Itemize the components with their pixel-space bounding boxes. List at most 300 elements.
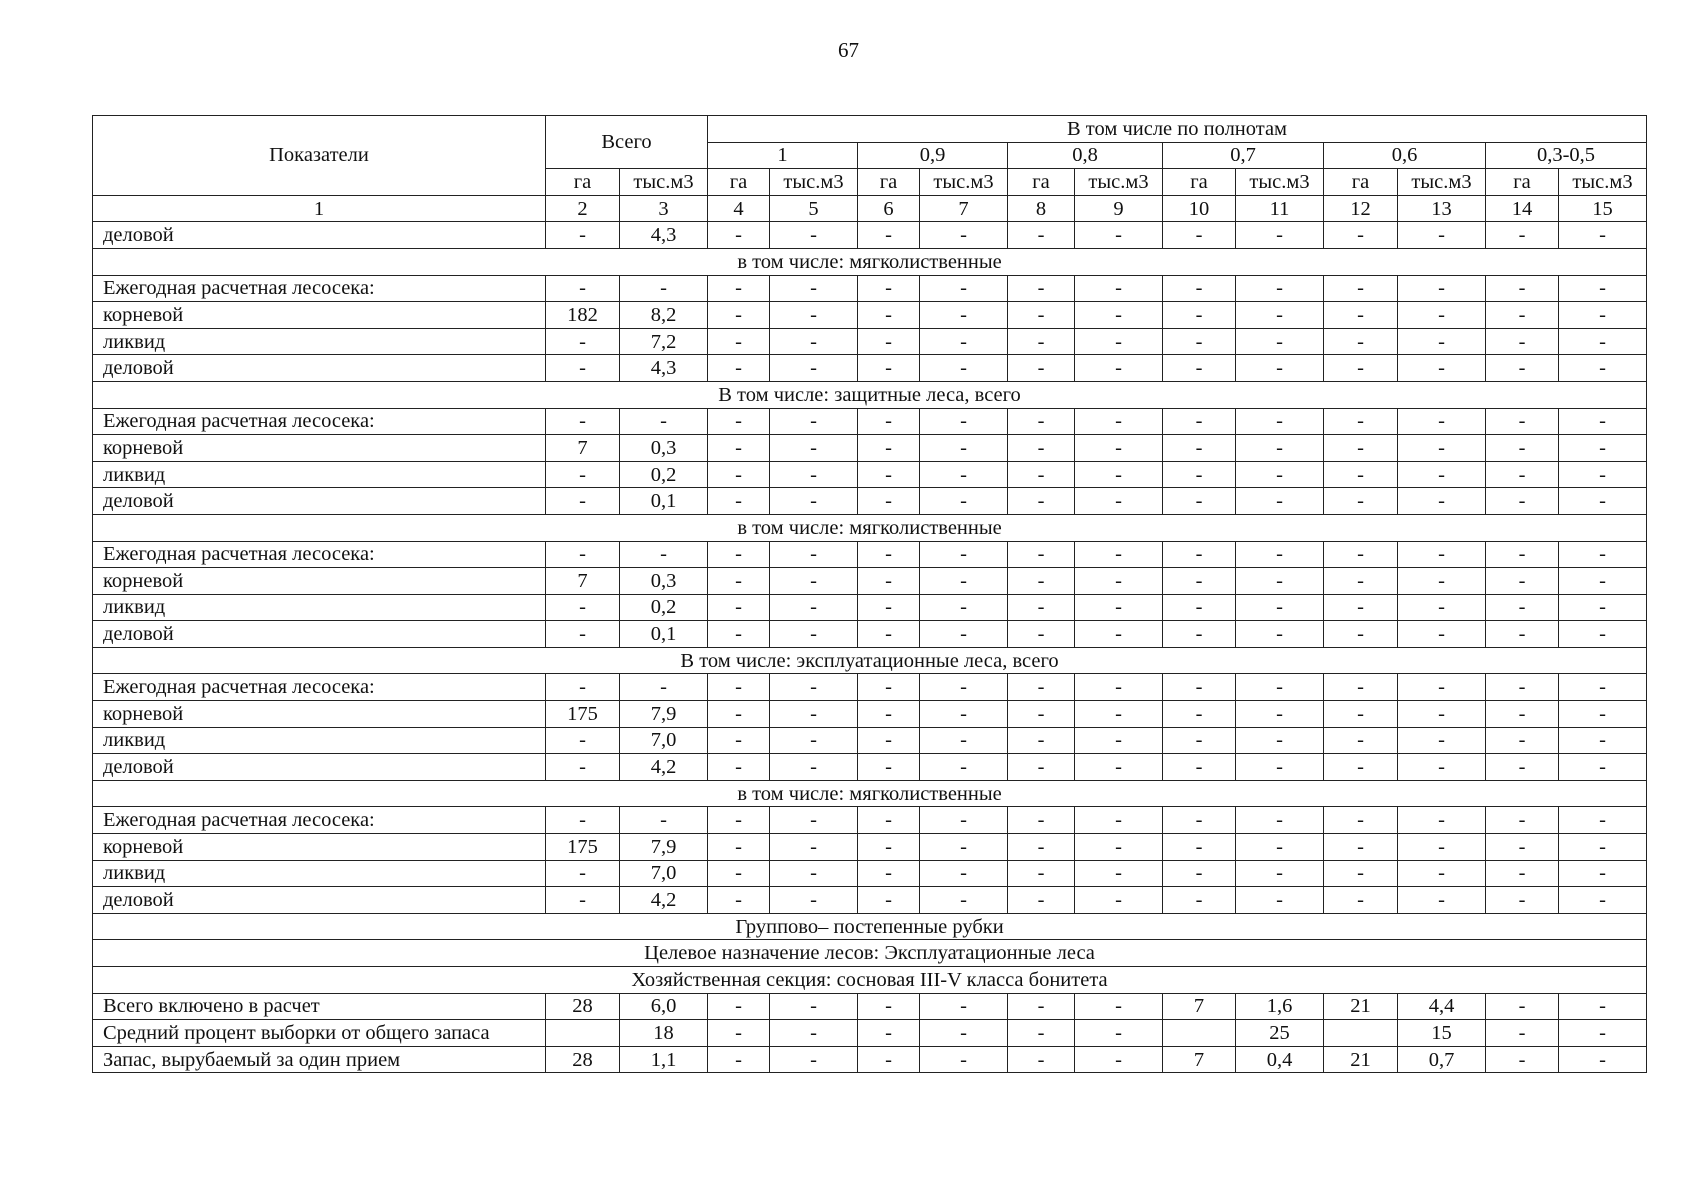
row-label: деловой	[93, 887, 546, 914]
table-cell: -	[620, 541, 708, 568]
table-cell: 7,9	[620, 834, 708, 861]
row-label: Запас, вырубаемый за один прием	[93, 1046, 546, 1073]
table-cell: 7	[546, 435, 620, 462]
table-cell: -	[920, 328, 1008, 355]
table-cell: -	[858, 355, 920, 382]
table-cell: -	[1324, 807, 1398, 834]
table-cell: -	[546, 222, 620, 249]
table-cell: -	[1008, 1020, 1075, 1047]
table-cell: -	[1075, 1046, 1163, 1073]
table-cell: -	[920, 621, 1008, 648]
row-label: Ежегодная расчетная лесосека:	[93, 408, 546, 435]
table-cell: -	[770, 275, 858, 302]
table-cell: -	[1075, 887, 1163, 914]
column-number-row	[93, 195, 1647, 222]
row-label: деловой	[93, 488, 546, 515]
section-label: Группово– постепенные рубки	[93, 913, 1647, 940]
table-cell: -	[1008, 860, 1075, 887]
table-cell: -	[1398, 355, 1486, 382]
table-cell: -	[1398, 621, 1486, 648]
table-cell: -	[1075, 222, 1163, 249]
table-cell: 25	[1236, 1020, 1324, 1047]
table-cell: 21	[1324, 993, 1398, 1020]
table-cell: -	[1075, 461, 1163, 488]
table-cell: -	[1236, 594, 1324, 621]
column-number: 6	[858, 195, 920, 222]
table-cell: 15	[1398, 1020, 1486, 1047]
table-cell: -	[1008, 701, 1075, 728]
table-cell: -	[770, 860, 858, 887]
row-label: Всего включено в расчет	[93, 993, 546, 1020]
table-cell: -	[1236, 887, 1324, 914]
table-cell: 0,3	[620, 435, 708, 462]
table-cell: -	[1486, 1046, 1559, 1073]
table-row	[93, 461, 1647, 488]
table-cell: -	[858, 701, 920, 728]
table-cell: -	[920, 887, 1008, 914]
table-cell: -	[1236, 541, 1324, 568]
table-cell: -	[1559, 461, 1647, 488]
table-cell: -	[858, 674, 920, 701]
table-cell: -	[1398, 461, 1486, 488]
table-cell: -	[1236, 834, 1324, 861]
table-cell: 4,4	[1398, 993, 1486, 1020]
table-cell: -	[708, 488, 770, 515]
table-body	[93, 222, 1647, 1073]
table-cell: -	[1163, 408, 1236, 435]
table-cell: -	[546, 621, 620, 648]
table-cell: -	[708, 621, 770, 648]
table-cell: -	[1486, 887, 1559, 914]
table-cell: -	[546, 807, 620, 834]
unit-volume-header: тыс.м3	[1236, 169, 1324, 196]
table-cell: -	[1398, 408, 1486, 435]
table-cell: -	[770, 435, 858, 462]
table-cell: 0,3	[620, 568, 708, 595]
table-cell: -	[708, 727, 770, 754]
table-cell: -	[1486, 408, 1559, 435]
table-cell: -	[858, 860, 920, 887]
table-cell: -	[1486, 594, 1559, 621]
table-cell	[1324, 1020, 1398, 1047]
table-cell: 7,2	[620, 328, 708, 355]
column-number: 14	[1486, 195, 1559, 222]
table-cell: 4,3	[620, 222, 708, 249]
table-cell: -	[770, 993, 858, 1020]
table-cell: -	[1075, 1020, 1163, 1047]
table-cell: -	[546, 488, 620, 515]
column-number: 13	[1398, 195, 1486, 222]
table-cell: -	[920, 1020, 1008, 1047]
row-label: корневой	[93, 834, 546, 861]
table-cell: -	[1008, 1046, 1075, 1073]
table-cell: -	[1236, 860, 1324, 887]
table-cell: -	[1008, 302, 1075, 329]
table-row	[93, 541, 1647, 568]
table-cell: -	[858, 568, 920, 595]
table-cell: -	[1559, 860, 1647, 887]
table-cell: -	[620, 408, 708, 435]
section-label: в том числе: мягколиственные	[93, 514, 1647, 541]
header-by-density: В том числе по полнотам	[708, 116, 1647, 143]
table-cell: -	[1236, 568, 1324, 595]
table-cell: -	[858, 302, 920, 329]
table-cell: -	[1075, 594, 1163, 621]
table-cell: -	[1236, 701, 1324, 728]
table-cell: -	[1008, 328, 1075, 355]
table-cell: -	[858, 621, 920, 648]
table-cell: -	[1398, 222, 1486, 249]
table-cell: -	[546, 328, 620, 355]
table-cell: -	[1236, 408, 1324, 435]
table-cell: -	[546, 594, 620, 621]
table-cell: -	[1486, 701, 1559, 728]
table-cell: -	[1559, 727, 1647, 754]
table-cell: -	[708, 355, 770, 382]
table-cell: -	[1163, 222, 1236, 249]
table-cell: -	[1163, 355, 1236, 382]
row-label: Ежегодная расчетная лесосека:	[93, 275, 546, 302]
table-cell: -	[770, 754, 858, 781]
table-cell: -	[1486, 488, 1559, 515]
table-cell: -	[1398, 568, 1486, 595]
table-cell: -	[1075, 408, 1163, 435]
table-cell: 7,9	[620, 701, 708, 728]
table-cell: -	[1559, 834, 1647, 861]
table-cell: -	[920, 807, 1008, 834]
row-label: Средний процент выборки от общего запаса	[93, 1020, 546, 1047]
table-cell: -	[546, 727, 620, 754]
table-cell: 0,4	[1236, 1046, 1324, 1073]
table-cell: -	[1163, 302, 1236, 329]
table-row	[93, 275, 1647, 302]
table-cell: -	[920, 594, 1008, 621]
table-cell: -	[1559, 328, 1647, 355]
column-number: 4	[708, 195, 770, 222]
table-cell: 0,1	[620, 621, 708, 648]
table-cell: -	[1559, 754, 1647, 781]
table-cell: -	[1008, 674, 1075, 701]
table-cell: -	[920, 355, 1008, 382]
unit-volume-header: тыс.м3	[1559, 169, 1647, 196]
unit-ha-header: га	[708, 169, 770, 196]
column-number: 9	[1075, 195, 1163, 222]
table-cell: -	[1324, 435, 1398, 462]
section-label: Хозяйственная секция: сосновая III-V класса бонитета	[93, 967, 1647, 994]
table-cell: -	[1398, 302, 1486, 329]
table-cell: -	[1559, 701, 1647, 728]
table-cell: -	[770, 488, 858, 515]
table-cell: -	[1398, 834, 1486, 861]
table-cell: -	[1398, 887, 1486, 914]
table-row	[93, 834, 1647, 861]
row-label: ликвид	[93, 328, 546, 355]
table-cell: -	[920, 727, 1008, 754]
table-cell: -	[1486, 275, 1559, 302]
table-cell: 182	[546, 302, 620, 329]
table-cell: -	[1075, 807, 1163, 834]
table-cell: -	[858, 807, 920, 834]
table-cell: -	[1236, 222, 1324, 249]
table-row	[93, 674, 1647, 701]
table-cell: -	[1163, 435, 1236, 462]
table-cell: -	[708, 834, 770, 861]
table-cell: -	[1163, 541, 1236, 568]
table-cell: -	[546, 541, 620, 568]
table-cell: -	[1559, 435, 1647, 462]
section-row	[93, 967, 1647, 994]
table-cell: -	[920, 860, 1008, 887]
table-cell: -	[546, 754, 620, 781]
column-number: 7	[920, 195, 1008, 222]
row-label: ликвид	[93, 594, 546, 621]
table-cell: -	[1486, 302, 1559, 329]
table-cell: -	[1324, 887, 1398, 914]
table-cell: -	[1324, 328, 1398, 355]
row-label: деловой	[93, 621, 546, 648]
table-cell: -	[546, 355, 620, 382]
table-cell: -	[708, 594, 770, 621]
table-row	[93, 1046, 1647, 1073]
table-cell: -	[1324, 754, 1398, 781]
table-cell: -	[1559, 887, 1647, 914]
table-cell: -	[1008, 461, 1075, 488]
table-cell: -	[1398, 701, 1486, 728]
table-cell: -	[1398, 860, 1486, 887]
table-cell: -	[1075, 754, 1163, 781]
table-cell: -	[546, 408, 620, 435]
unit-ha-header: га	[1324, 169, 1398, 196]
table-cell: -	[1559, 355, 1647, 382]
table-cell: -	[1075, 488, 1163, 515]
column-number: 12	[1324, 195, 1398, 222]
table-cell: -	[1075, 727, 1163, 754]
table-cell: -	[1163, 594, 1236, 621]
row-label: корневой	[93, 701, 546, 728]
table-cell: -	[1008, 834, 1075, 861]
table-cell: -	[1008, 621, 1075, 648]
table-cell: 6,0	[620, 993, 708, 1020]
table-cell: -	[708, 222, 770, 249]
header-density: 0,6	[1324, 142, 1486, 169]
table-cell: -	[708, 541, 770, 568]
table-cell: 4,3	[620, 355, 708, 382]
table-cell: -	[770, 727, 858, 754]
header-density: 0,3-0,5	[1486, 142, 1647, 169]
table-cell: -	[1163, 834, 1236, 861]
table-cell: -	[920, 993, 1008, 1020]
table-cell: -	[858, 1046, 920, 1073]
table-cell: -	[1398, 594, 1486, 621]
table-cell: -	[1324, 488, 1398, 515]
table-row	[93, 701, 1647, 728]
table-cell: -	[1559, 621, 1647, 648]
table-cell: -	[1324, 275, 1398, 302]
row-label: деловой	[93, 355, 546, 382]
unit-ha-header: га	[546, 169, 620, 196]
table-cell: -	[1324, 461, 1398, 488]
table-cell: -	[1324, 701, 1398, 728]
table-row	[93, 594, 1647, 621]
table-cell: 7,0	[620, 860, 708, 887]
table-cell: -	[770, 887, 858, 914]
table-cell: -	[1075, 541, 1163, 568]
table-row	[93, 435, 1647, 462]
table-cell: -	[858, 222, 920, 249]
table-cell: -	[920, 1046, 1008, 1073]
table-cell: -	[708, 408, 770, 435]
unit-volume-header: тыс.м3	[770, 169, 858, 196]
table-cell: 4,2	[620, 754, 708, 781]
table-cell: -	[1486, 860, 1559, 887]
unit-volume-header: тыс.м3	[920, 169, 1008, 196]
table-cell: -	[920, 674, 1008, 701]
table-cell: -	[620, 807, 708, 834]
table-cell: -	[770, 328, 858, 355]
table-cell: 4,2	[620, 887, 708, 914]
table-cell: -	[1075, 568, 1163, 595]
table-cell: -	[1075, 860, 1163, 887]
column-number: 2	[546, 195, 620, 222]
table-row	[93, 328, 1647, 355]
table-cell: -	[1398, 275, 1486, 302]
table-cell: -	[858, 408, 920, 435]
table-cell: -	[1486, 621, 1559, 648]
table-cell: -	[1486, 727, 1559, 754]
table-row	[93, 568, 1647, 595]
table-cell: -	[770, 701, 858, 728]
table-cell: -	[770, 568, 858, 595]
table-cell: -	[1163, 461, 1236, 488]
table-cell: -	[1163, 621, 1236, 648]
table-cell: -	[1236, 435, 1324, 462]
table-row	[93, 355, 1647, 382]
column-number: 8	[1008, 195, 1075, 222]
unit-volume-header: тыс.м3	[1075, 169, 1163, 196]
table-cell: -	[1559, 993, 1647, 1020]
table-cell: -	[708, 275, 770, 302]
row-label: корневой	[93, 568, 546, 595]
table-cell: -	[708, 302, 770, 329]
table-cell: -	[1486, 355, 1559, 382]
section-label: В том числе: эксплуатационные леса, всего	[93, 647, 1647, 674]
table-cell: -	[1008, 355, 1075, 382]
table-cell: -	[1559, 568, 1647, 595]
table-cell: 7,0	[620, 727, 708, 754]
table-cell: 0,2	[620, 461, 708, 488]
row-label: ликвид	[93, 461, 546, 488]
unit-ha-header: га	[1008, 169, 1075, 196]
table-cell: -	[546, 674, 620, 701]
table-cell: -	[1075, 355, 1163, 382]
table-cell: -	[708, 435, 770, 462]
table-row	[93, 1020, 1647, 1047]
table-cell: -	[1324, 860, 1398, 887]
table-cell: -	[1398, 754, 1486, 781]
table-cell: -	[546, 461, 620, 488]
section-label: в том числе: мягколиственные	[93, 248, 1647, 275]
table-cell: -	[1008, 568, 1075, 595]
table-cell: -	[708, 674, 770, 701]
column-number: 5	[770, 195, 858, 222]
table-cell: -	[1486, 222, 1559, 249]
table-row	[93, 887, 1647, 914]
table-cell: -	[770, 621, 858, 648]
table-cell: -	[1008, 435, 1075, 462]
table-row	[93, 302, 1647, 329]
table-cell: -	[1008, 727, 1075, 754]
table-cell: -	[1075, 275, 1163, 302]
table-cell: -	[770, 594, 858, 621]
section-label: В том числе: защитные леса, всего	[93, 381, 1647, 408]
row-label: ликвид	[93, 860, 546, 887]
table-cell: -	[920, 834, 1008, 861]
page-number: 67	[838, 38, 859, 62]
forest-table	[92, 115, 1647, 1073]
table-cell: -	[1486, 541, 1559, 568]
table-cell: -	[920, 275, 1008, 302]
table-cell: -	[1008, 541, 1075, 568]
column-number: 15	[1559, 195, 1647, 222]
table-cell: -	[1398, 727, 1486, 754]
section-row	[93, 780, 1647, 807]
table-cell: 28	[546, 993, 620, 1020]
table-cell: -	[770, 807, 858, 834]
table-cell: -	[708, 568, 770, 595]
table-cell: -	[920, 435, 1008, 462]
table-cell: 7	[1163, 993, 1236, 1020]
table-cell: -	[1236, 355, 1324, 382]
table-cell: -	[1075, 674, 1163, 701]
section-row	[93, 940, 1647, 967]
table-cell: -	[1486, 461, 1559, 488]
section-label: Целевое назначение лесов: Эксплуатационные леса	[93, 940, 1647, 967]
table-cell: -	[770, 408, 858, 435]
table-cell: 0,1	[620, 488, 708, 515]
table-cell: 0,2	[620, 594, 708, 621]
table-cell: -	[1236, 275, 1324, 302]
table-cell: -	[1008, 993, 1075, 1020]
unit-ha-header: га	[1163, 169, 1236, 196]
table-cell: -	[1324, 834, 1398, 861]
table-cell: -	[1236, 727, 1324, 754]
table-cell: -	[1163, 488, 1236, 515]
column-number: 3	[620, 195, 708, 222]
table-cell	[546, 1020, 620, 1047]
table-cell: -	[1163, 887, 1236, 914]
row-label: ликвид	[93, 727, 546, 754]
table-cell: -	[920, 754, 1008, 781]
table-cell: 0,7	[1398, 1046, 1486, 1073]
section-row	[93, 913, 1647, 940]
header-indicators: Показатели	[93, 116, 546, 196]
table-cell: -	[858, 488, 920, 515]
table-cell: -	[708, 1020, 770, 1047]
table-cell: -	[1236, 807, 1324, 834]
table-cell: -	[770, 1046, 858, 1073]
row-label: Ежегодная расчетная лесосека:	[93, 674, 546, 701]
table-row	[93, 408, 1647, 435]
unit-volume-header: тыс.м3	[620, 169, 708, 196]
section-row	[93, 514, 1647, 541]
table-cell: -	[1075, 834, 1163, 861]
table-cell: -	[1236, 674, 1324, 701]
table-cell: -	[708, 807, 770, 834]
table-cell: -	[1075, 302, 1163, 329]
table-cell: -	[1236, 328, 1324, 355]
table-cell: 175	[546, 834, 620, 861]
table-cell: -	[1559, 275, 1647, 302]
